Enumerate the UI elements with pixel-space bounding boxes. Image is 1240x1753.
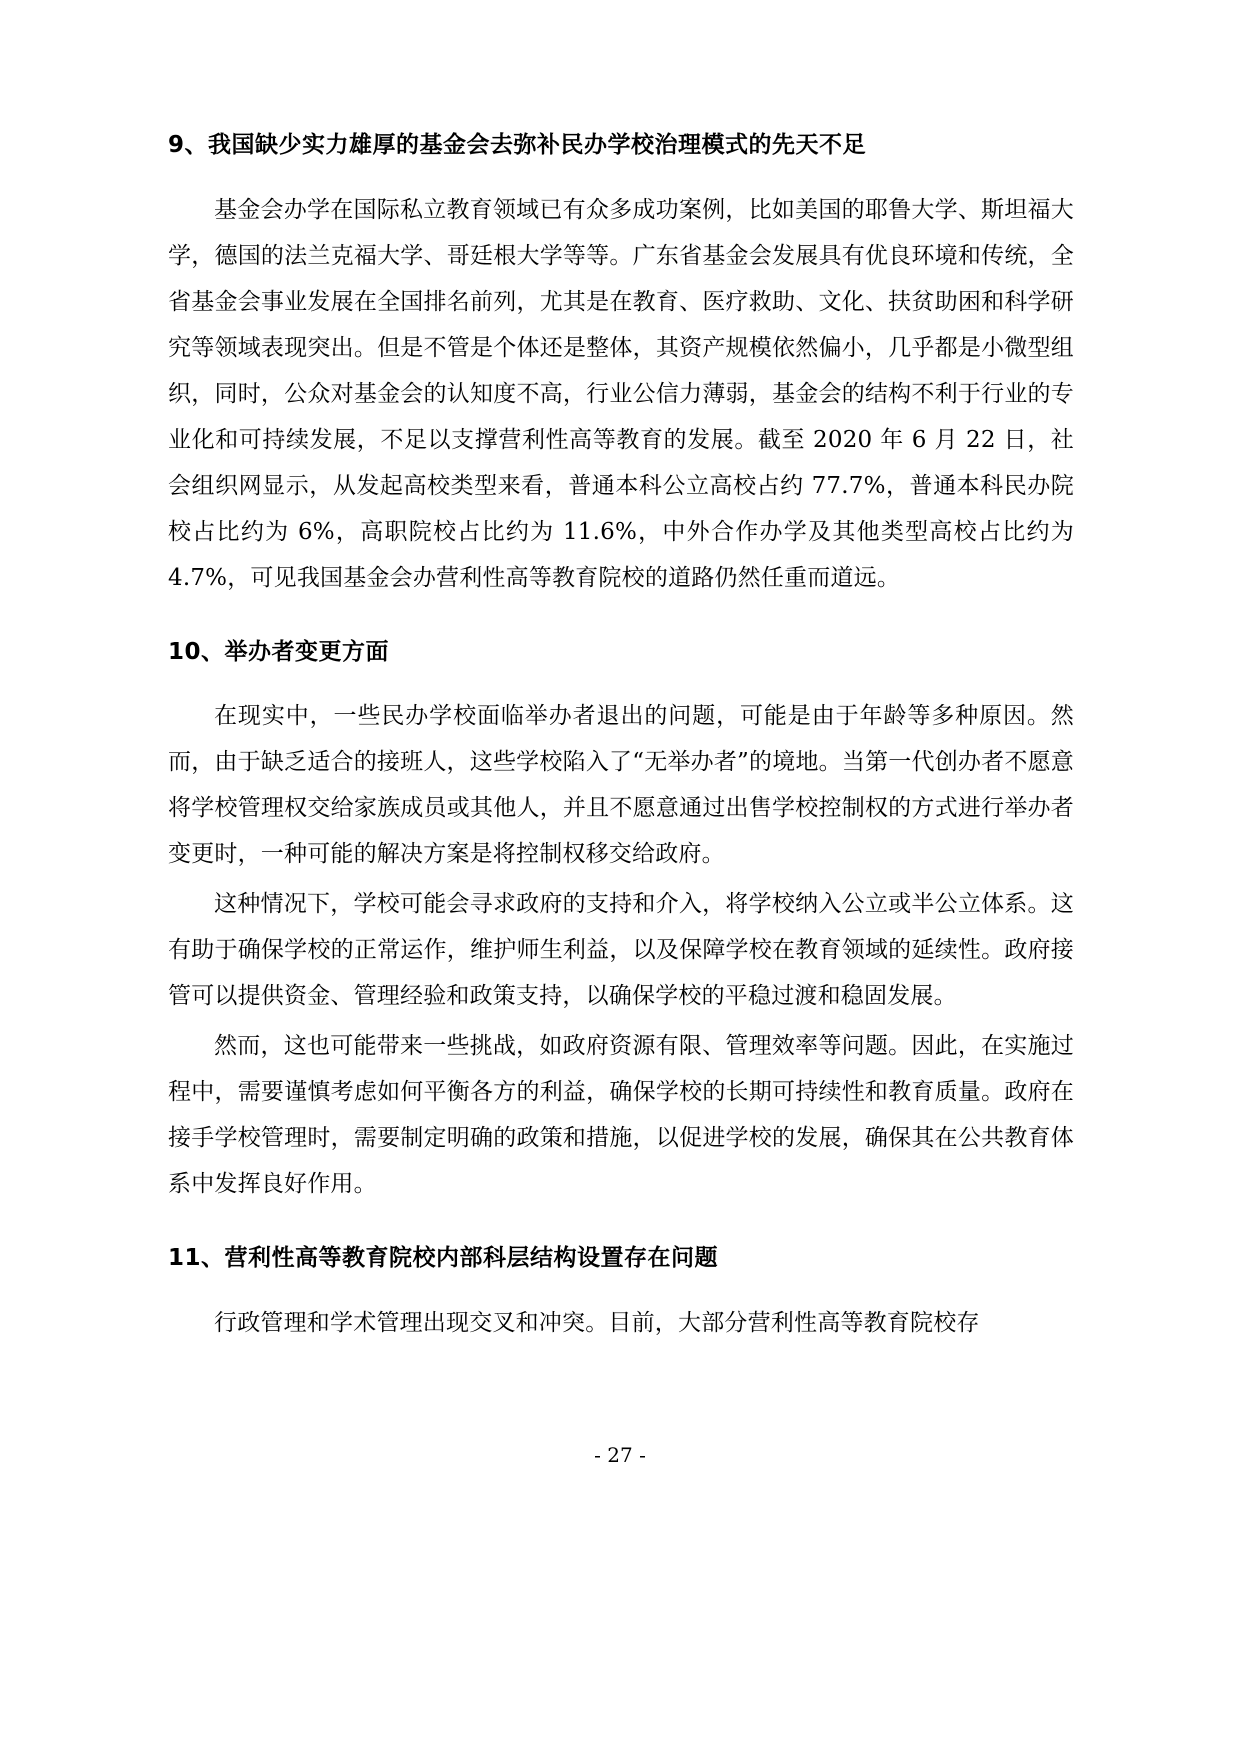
section-11: [168, 1241, 1074, 1276]
section-heading-9: 9、我国缺少实力雄厚的基金会去弥补民办学校治理模式的先天不足: [168, 132, 867, 158]
paragraph-group-11: [168, 1300, 1074, 1346]
page-number: - 27 -: [594, 1443, 646, 1467]
paragraph: 然而，这也可能带来一些挑战，如政府资源有限、管理效率等问题。因此，在实施过程中，需要谨慎考虑如何平衡各方的利益，确保学校的长期可持续性和教育质量。政府在接手学校管理时，需要制定明确的政策和措施，以促进学校的发展，确保其在公共教育体系中发挥良好作用。: [168, 1033, 1074, 1197]
section-9: [168, 128, 1074, 163]
paragraph: 这种情况下，学校可能会寻求政府的支持和介入，将学校纳入公立或半公立体系。这有助于确保学校的正常运作，维护师生利益，以及保障学校在教育领域的延续性。政府接管可以提供资金、管理经验和政策支持，以确保学校的平稳过渡和稳固发展。: [168, 891, 1074, 1009]
section-10: [168, 635, 1074, 670]
section-heading-10: 10、举办者变更方面: [168, 638, 390, 665]
document-body: [168, 128, 1074, 1346]
paragraph: 在现实中，一些民办学校面临举办者退出的问题，可能是由于年龄等多种原因。然而，由于缺乏适合的接班人，这些学校陷入了“无举办者”的境地。当第一代创办者不愿意将学校管理权交给家族成员或其他人，并且不愿意通过出售学校控制权的方式进行举办者变更时，一种可能的解决方案是将控制权移交给政府。: [168, 703, 1074, 867]
paragraph-group-10: [168, 693, 1074, 1207]
paragraph-group-9: [168, 187, 1074, 601]
paragraph: 基金会办学在国际私立教育领域已有众多成功案例，比如美国的耶鲁大学、斯坦福大学，德国的法兰克福大学、哥廷根大学等等。广东省基金会发展具有优良环境和传统，全省基金会事业发展在全国排名前列，尤其是在教育、医疗救助、文化、扶贫助困和科学研究等领域表现突出。但是不管是个体还是整体，其资产规模依然偏小，几乎都是小微型组织，同时，公众对基金会的认知度不高，行业公信力薄弱，基金会的结构不利于行业的专业化和可持续发展，不足以支撑营利性高等教育的发展。截至 2020 年 6 月 22 日，社会组织网显示，从发起高校类型来看，普通本科公立高校占约 77.7%，普通本科民办院校占比约为 6%，高职院校占比约为 11.6%，中外合作办学及其他类型高校占比约为 4.7%，可见我国基金会办营利性高等教育院校的道路仍然任重而道远。: [168, 196, 1074, 591]
section-heading-11: 11、营利性高等教育院校内部科层结构设置存在问题: [168, 1245, 719, 1271]
paragraph: 行政管理和学术管理出现交叉和冲突。目前，大部分营利性高等教育院校存: [214, 1309, 980, 1336]
